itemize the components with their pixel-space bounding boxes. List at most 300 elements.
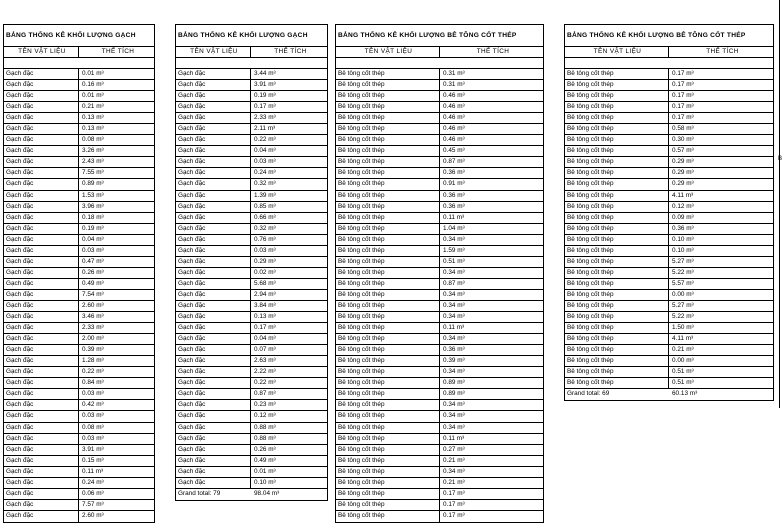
schedule-header-row <box>565 47 773 58</box>
volume-cell: 2.22 m³ <box>254 368 276 376</box>
table-row <box>176 378 327 389</box>
material-name-cell: Gạch đặc <box>4 179 79 189</box>
table-row <box>4 356 154 367</box>
table-row <box>4 213 154 224</box>
material-name-cell: Bê tông cốt thép <box>565 279 669 289</box>
schedule-table-brick-1 <box>3 24 155 523</box>
volume-cell: 0.03 m³ <box>82 390 104 398</box>
column-header-material: TÊN VẬT LIỆU <box>565 47 669 57</box>
material-name-cell: Gạch đặc <box>176 345 251 355</box>
material-name-cell: Bê tông cốt thép <box>336 345 440 355</box>
volume-cell: 0.10 m³ <box>672 246 694 254</box>
table-row <box>176 356 327 367</box>
material-name-cell: Gạch đặc <box>4 411 79 421</box>
material-name-cell: Gạch đặc <box>4 312 79 322</box>
table-row <box>336 202 543 213</box>
material-name-cell: Bê tông cốt thép <box>336 235 440 245</box>
table-row <box>176 135 327 146</box>
volume-cell: 0.46 m³ <box>443 136 465 144</box>
table-row <box>176 423 327 434</box>
material-name-cell: Bê tông cốt thép <box>336 489 440 499</box>
table-row <box>176 478 327 489</box>
material-name-cell: Bê tông cốt thép <box>336 423 440 433</box>
material-name-cell: Bê tông cốt thép <box>565 224 669 234</box>
volume-cell: 0.88 m³ <box>254 423 276 431</box>
material-name-cell: Bê tông cốt thép <box>336 246 440 256</box>
table-row <box>565 367 773 378</box>
table-row <box>565 135 773 146</box>
grand-total-value: 60.13 m³ <box>672 390 698 398</box>
volume-cell: 0.29 m³ <box>672 158 694 166</box>
material-name-cell: Bê tông cốt thép <box>336 367 440 377</box>
material-name-cell: Gạch đặc <box>4 113 79 123</box>
material-name-cell: Bê tông cốt thép <box>336 456 440 466</box>
material-name-cell: Gạch đặc <box>4 423 79 433</box>
column-header-volume: THỂ TÍCH <box>101 48 135 55</box>
table-row <box>336 179 543 190</box>
volume-cell: 5.22 m³ <box>672 268 694 276</box>
volume-cell: 3.91 m³ <box>82 445 104 453</box>
table-row <box>4 179 154 190</box>
material-name-cell: Gạch đặc <box>4 400 79 410</box>
table-row <box>565 179 773 190</box>
volume-cell: 2.33 m³ <box>82 324 104 332</box>
table-row <box>565 246 773 257</box>
volume-cell: 5.22 m³ <box>672 313 694 321</box>
volume-cell: 1.04 m³ <box>443 224 465 232</box>
table-row <box>4 290 154 301</box>
schedule-spacer-row <box>176 58 327 69</box>
volume-cell: 0.02 m³ <box>254 268 276 276</box>
volume-cell: 0.66 m³ <box>254 213 276 221</box>
column-header-volume: THỂ TÍCH <box>706 48 739 55</box>
volume-cell: 0.22 m³ <box>82 368 104 376</box>
table-row <box>336 69 543 80</box>
table-row <box>4 168 154 179</box>
volume-cell: 0.88 m³ <box>254 434 276 442</box>
volume-cell: 0.42 m³ <box>82 401 104 409</box>
material-name-cell: Gạch đặc <box>176 467 251 477</box>
table-row <box>176 367 327 378</box>
table-row <box>565 191 773 202</box>
table-row <box>336 113 543 124</box>
volume-cell: 0.11 m³ <box>443 213 465 221</box>
table-row <box>336 389 543 400</box>
material-name-cell: Bê tông cốt thép <box>565 80 669 90</box>
schedule-spacer-row <box>4 58 154 69</box>
volume-cell: 0.11 m³ <box>443 434 465 442</box>
material-name-cell: Gạch đặc <box>176 213 251 223</box>
table-row <box>4 157 154 168</box>
volume-cell: 0.21 m³ <box>443 478 465 486</box>
volume-cell: 0.30 m³ <box>672 136 694 144</box>
volume-cell: 0.18 m³ <box>82 213 104 221</box>
material-name-cell: Bê tông cốt thép <box>336 224 440 234</box>
material-name-cell: Bê tông cốt thép <box>336 323 440 333</box>
table-row <box>4 202 154 213</box>
volume-cell: 0.34 m³ <box>443 268 465 276</box>
table-row <box>176 456 327 467</box>
volume-cell: 0.01 m³ <box>254 467 276 475</box>
table-row <box>565 102 773 113</box>
table-row <box>4 467 154 478</box>
volume-cell: 0.08 m³ <box>82 423 104 431</box>
material-name-cell: Bê tông cốt thép <box>565 235 669 245</box>
table-row <box>4 268 154 279</box>
volume-cell: 0.85 m³ <box>254 202 276 210</box>
table-row <box>565 157 773 168</box>
table-row <box>4 367 154 378</box>
volume-cell: 0.29 m³ <box>672 180 694 188</box>
volume-cell: 4.11 m³ <box>672 335 694 343</box>
volume-cell: 0.34 m³ <box>443 290 465 298</box>
volume-cell: 7.55 m³ <box>82 169 104 177</box>
volume-cell: 0.46 m³ <box>443 125 465 133</box>
table-row <box>176 191 327 202</box>
volume-cell: 0.03 m³ <box>254 158 276 166</box>
table-row <box>565 312 773 323</box>
table-row <box>4 345 154 356</box>
volume-cell: 0.87 m³ <box>254 390 276 398</box>
volume-cell: 0.34 m³ <box>443 401 465 409</box>
table-row <box>176 411 327 422</box>
table-row <box>565 268 773 279</box>
volume-cell: 0.19 m³ <box>82 224 104 232</box>
table-row <box>336 146 543 157</box>
table-row <box>4 113 154 124</box>
volume-cell: 0.32 m³ <box>254 224 276 232</box>
material-name-cell: Bê tông cốt thép <box>565 191 669 201</box>
volume-cell: 0.21 m³ <box>443 456 465 464</box>
material-name-cell: Gạch đặc <box>176 102 251 112</box>
volume-cell: 0.15 m³ <box>82 456 104 464</box>
table-row <box>4 135 154 146</box>
table-row <box>336 511 543 522</box>
material-name-cell: Bê tông cốt thép <box>565 179 669 189</box>
material-name-cell: Gạch đặc <box>176 257 251 267</box>
volume-cell: 5.57 m³ <box>672 279 694 287</box>
column-header-volume: THỂ TÍCH <box>476 48 510 55</box>
volume-cell: 0.36 m³ <box>443 191 465 199</box>
table-row <box>336 367 543 378</box>
volume-cell: 0.12 m³ <box>672 202 694 210</box>
volume-cell: 0.03 m³ <box>82 246 104 254</box>
volume-cell: 2.33 m³ <box>254 114 276 122</box>
material-name-cell: Gạch đặc <box>176 168 251 178</box>
volume-cell: 5.68 m³ <box>254 279 276 287</box>
table-row <box>4 301 154 312</box>
table-row <box>336 411 543 422</box>
material-name-cell: Gạch đặc <box>4 157 79 167</box>
material-name-cell: Gạch đặc <box>176 400 251 410</box>
volume-cell: 4.11 m³ <box>672 191 694 199</box>
table-row <box>4 489 154 500</box>
material-name-cell: Gạch đặc <box>176 301 251 311</box>
sheet-border-line <box>778 0 783 408</box>
material-name-cell: Gạch đặc <box>4 191 79 201</box>
volume-cell: 0.17 m³ <box>672 114 694 122</box>
table-row <box>336 489 543 500</box>
table-row <box>4 146 154 157</box>
material-name-cell: Bê tông cốt thép <box>336 91 440 101</box>
grand-total-value: 98.04 m³ <box>254 489 280 497</box>
volume-cell: 2.43 m³ <box>82 158 104 166</box>
material-name-cell: Bê tông cốt thép <box>336 213 440 223</box>
material-name-cell: Gạch đặc <box>4 434 79 444</box>
table-row <box>565 323 773 334</box>
volume-cell: 0.47 m³ <box>82 257 104 265</box>
volume-cell: 0.34 m³ <box>443 301 465 309</box>
material-name-cell: Bê tông cốt thép <box>336 202 440 212</box>
table-row <box>4 511 154 522</box>
volume-cell: 0.24 m³ <box>82 478 104 486</box>
volume-cell: 0.13 m³ <box>82 114 104 122</box>
material-name-cell: Bê tông cốt thép <box>336 102 440 112</box>
table-row <box>565 213 773 224</box>
volume-cell: 3.44 m³ <box>254 70 276 77</box>
material-name-cell: Bê tông cốt thép <box>336 511 440 522</box>
table-row <box>336 467 543 478</box>
table-row <box>4 423 154 434</box>
material-name-cell: Bê tông cốt thép <box>565 124 669 134</box>
volume-cell: 0.87 m³ <box>443 158 465 166</box>
volume-cell: 0.89 m³ <box>443 390 465 398</box>
material-name-cell: Bê tông cốt thép <box>336 356 440 366</box>
volume-cell: 5.27 m³ <box>672 301 694 309</box>
material-name-cell: Gạch đặc <box>4 389 79 399</box>
material-name-cell: Bê tông cốt thép <box>336 157 440 167</box>
material-name-cell: Gạch đặc <box>4 279 79 289</box>
volume-cell: 0.22 m³ <box>254 379 276 387</box>
material-name-cell: Gạch đặc <box>176 312 251 322</box>
volume-cell: 0.22 m³ <box>254 136 276 144</box>
material-name-cell: Gạch đặc <box>4 500 79 510</box>
material-name-cell: Bê tông cốt thép <box>336 500 440 510</box>
schedule-header-row <box>336 47 543 58</box>
table-row <box>176 312 327 323</box>
material-name-cell: Gạch đặc <box>176 456 251 466</box>
material-name-cell: Gạch đặc <box>176 69 251 79</box>
schedule-spacer-row <box>336 58 543 69</box>
volume-cell: 0.49 m³ <box>82 279 104 287</box>
table-row <box>176 434 327 445</box>
volume-cell: 0.17 m³ <box>443 511 465 519</box>
material-name-cell: Gạch đặc <box>176 290 251 300</box>
volume-cell: 0.51 m³ <box>443 257 465 265</box>
volume-cell: 0.10 m³ <box>254 478 276 486</box>
table-row <box>176 389 327 400</box>
material-name-cell: Bê tông cốt thép <box>565 257 669 267</box>
volume-cell: 3.26 m³ <box>82 147 104 155</box>
table-row <box>336 91 543 102</box>
volume-cell: 0.00 m³ <box>672 357 694 365</box>
table-row <box>336 323 543 334</box>
volume-cell: 2.60 m³ <box>82 511 104 519</box>
table-row <box>336 400 543 411</box>
material-name-cell: Gạch đặc <box>4 213 79 223</box>
schedule-title: BẢNG THỐNG KÊ KHỐI LƯỢNG BÊ TÔNG CỐT THÉP <box>336 25 543 47</box>
volume-cell: 0.46 m³ <box>443 92 465 100</box>
material-name-cell: Gạch đặc <box>4 124 79 134</box>
table-row <box>565 224 773 235</box>
table-row <box>4 434 154 445</box>
volume-cell: 0.34 m³ <box>443 313 465 321</box>
table-row <box>176 235 327 246</box>
table-row <box>4 378 154 389</box>
volume-cell: 0.89 m³ <box>82 180 104 188</box>
volume-cell: 0.19 m³ <box>254 92 276 100</box>
volume-cell: 0.87 m³ <box>443 279 465 287</box>
table-row <box>4 334 154 345</box>
material-name-cell: Gạch đặc <box>176 135 251 145</box>
volume-cell: 0.13 m³ <box>82 125 104 133</box>
material-name-cell: Gạch đặc <box>4 445 79 455</box>
table-row <box>565 378 773 389</box>
schedule-table-concrete-2 <box>564 24 774 401</box>
schedule-header-row <box>4 47 154 58</box>
material-name-cell: Gạch đặc <box>176 113 251 123</box>
volume-cell: 0.17 m³ <box>254 324 276 332</box>
material-name-cell: Gạch đặc <box>176 334 251 344</box>
table-row <box>565 124 773 135</box>
table-row <box>4 102 154 113</box>
volume-cell: 0.89 m³ <box>443 379 465 387</box>
volume-cell: 0.31 m³ <box>443 81 465 89</box>
material-name-cell: Gạch đặc <box>176 124 251 134</box>
volume-cell: 7.54 m³ <box>82 290 104 298</box>
material-name-cell: Gạch đặc <box>176 179 251 189</box>
volume-cell: 0.29 m³ <box>672 169 694 177</box>
table-row <box>565 356 773 367</box>
material-name-cell: Gạch đặc <box>176 279 251 289</box>
volume-cell: 0.08 m³ <box>82 136 104 144</box>
table-row <box>565 334 773 345</box>
material-name-cell: Bê tông cốt thép <box>336 146 440 156</box>
material-name-cell: Gạch đặc <box>4 345 79 355</box>
volume-cell: 0.34 m³ <box>443 467 465 475</box>
material-name-cell: Bê tông cốt thép <box>336 312 440 322</box>
table-row <box>336 345 543 356</box>
table-row <box>176 179 327 190</box>
material-name-cell: Bê tông cốt thép <box>336 445 440 455</box>
table-row <box>336 213 543 224</box>
volume-cell: 0.01 m³ <box>82 92 104 100</box>
volume-cell: 0.39 m³ <box>443 357 465 365</box>
material-name-cell: Gạch đặc <box>176 411 251 421</box>
material-name-cell: Gạch đặc <box>4 224 79 234</box>
schedule-title: BẢNG THỐNG KÊ KHỐI LƯỢNG BÊ TÔNG CỐT THÉP <box>565 25 773 47</box>
column-header-material: TÊN VẬT LIỆU <box>4 47 79 57</box>
volume-cell: 3.84 m³ <box>254 301 276 309</box>
volume-cell: 0.58 m³ <box>672 125 694 133</box>
column-header-volume: THỂ TÍCH <box>274 48 307 55</box>
volume-cell: 0.27 m³ <box>443 445 465 453</box>
volume-cell: 0.36 m³ <box>443 202 465 210</box>
material-name-cell: Gạch đặc <box>176 224 251 234</box>
table-row <box>565 91 773 102</box>
schedule-table-brick-2 <box>175 24 328 501</box>
material-name-cell: Gạch đặc <box>176 191 251 201</box>
schedule-spacer-row <box>565 58 773 69</box>
material-name-cell: Bê tông cốt thép <box>336 301 440 311</box>
table-row <box>565 301 773 312</box>
volume-cell: 0.17 m³ <box>443 489 465 497</box>
table-row <box>4 500 154 511</box>
table-row <box>176 257 327 268</box>
volume-cell: 0.04 m³ <box>254 147 276 155</box>
volume-cell: 2.11 m³ <box>254 125 276 133</box>
table-row <box>4 323 154 334</box>
material-name-cell: Gạch đặc <box>4 367 79 377</box>
material-name-cell: Gạch đặc <box>176 235 251 245</box>
volume-cell: 0.45 m³ <box>443 147 465 155</box>
material-name-cell: Bê tông cốt thép <box>336 268 440 278</box>
table-row <box>336 268 543 279</box>
material-name-cell: Bê tông cốt thép <box>336 400 440 410</box>
material-name-cell: Gạch đặc <box>4 456 79 466</box>
volume-cell: 0.07 m³ <box>254 346 276 354</box>
volume-cell: 0.17 m³ <box>443 500 465 508</box>
material-name-cell: Bê tông cốt thép <box>336 80 440 90</box>
table-row <box>336 301 543 312</box>
table-row <box>176 268 327 279</box>
volume-cell: 0.31 m³ <box>443 70 465 77</box>
material-name-cell: Bê tông cốt thép <box>565 168 669 178</box>
table-row <box>565 146 773 157</box>
volume-cell: 2.60 m³ <box>82 301 104 309</box>
material-name-cell: Bê tông cốt thép <box>565 301 669 311</box>
material-name-cell: Gạch đặc <box>176 323 251 333</box>
table-row <box>336 157 543 168</box>
table-row <box>336 168 543 179</box>
table-row <box>336 191 543 202</box>
material-name-cell: Bê tông cốt thép <box>565 323 669 333</box>
table-row <box>4 411 154 422</box>
table-row <box>176 290 327 301</box>
table-row <box>4 257 154 268</box>
table-row <box>176 69 327 80</box>
table-row <box>4 246 154 257</box>
material-name-cell: Bê tông cốt thép <box>336 279 440 289</box>
grand-total-label: Grand total: 69 <box>567 390 610 398</box>
volume-cell: 3.91 m³ <box>254 81 276 89</box>
table-row <box>565 257 773 268</box>
volume-cell: 0.03 m³ <box>82 412 104 420</box>
table-row <box>176 400 327 411</box>
grand-total-row <box>565 389 773 400</box>
column-header-material: TÊN VẬT LIỆU <box>336 47 440 57</box>
material-name-cell: Bê tông cốt thép <box>336 69 440 79</box>
material-name-cell: Bê tông cốt thép <box>565 213 669 223</box>
table-row <box>565 235 773 246</box>
material-name-cell: Bê tông cốt thép <box>565 334 669 344</box>
table-row <box>336 423 543 434</box>
table-row <box>336 334 543 345</box>
table-row <box>336 434 543 445</box>
table-row <box>336 290 543 301</box>
material-name-cell: Gạch đặc <box>4 334 79 344</box>
table-row <box>176 124 327 135</box>
volume-cell: 0.04 m³ <box>82 235 104 243</box>
volume-cell: 0.76 m³ <box>254 235 276 243</box>
table-row <box>4 400 154 411</box>
table-row <box>336 500 543 511</box>
table-row <box>176 323 327 334</box>
material-name-cell: Bê tông cốt thép <box>565 135 669 145</box>
material-name-cell: Gạch đặc <box>4 257 79 267</box>
table-row <box>176 334 327 345</box>
volume-cell: 0.21 m³ <box>82 103 104 111</box>
